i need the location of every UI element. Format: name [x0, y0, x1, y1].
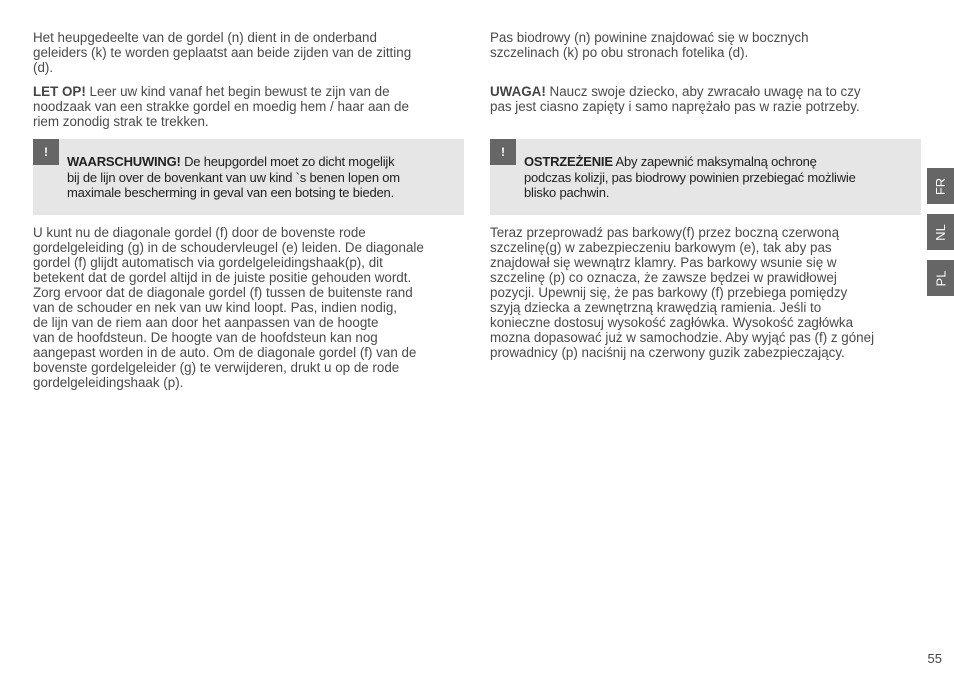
- warning-box: [490, 139, 921, 215]
- intro-paragraph: Pas biodrowy (n) powinine znajdować się w bocznych szczelinach (k) po obu stronach fotelika (d).: [490, 30, 809, 60]
- intro-paragraph: Het heupgedeelte van de gordel (n) dient in de onderband geleiders (k) te worden geplaatst aan beide zijden van de zitting (d).: [33, 30, 412, 75]
- language-tabs: [927, 168, 954, 306]
- note-paragraph: UWAGA! Naucz swoje dziecko, aby zwracało uwagę na to czy pas jest ciasno zapięty i samo naprężało pas w razie potrzeby.: [490, 84, 861, 114]
- warning-icon: !: [490, 139, 516, 165]
- note-label: LET OP!: [33, 84, 86, 99]
- language-tab-fr: FR: [927, 168, 954, 204]
- language-tab-nl: NL: [927, 214, 954, 250]
- body-paragraph: U kunt nu de diagonale gordel (f) door de bovenste rode gordelgeleiding (g) in de schoudervleugel (e) leiden. De diagonale gordel (f) glijdt automatisch via gordelgeleidingshaak(p), dit betekent dat de gordel altijd in de juiste positie gehouden wordt. Zorg ervoor dat de diagonale gordel (f) tussen de buitenste rand van de schouder en nek van uw kind loopt. Pas, indien nodig, de lijn van de riem aan door het aanpassen van de hoogte van de hoofdsteun. De hoogte van de hoofdsteun kan nog aangepast worden in de auto. Om de diagonale gordel (f) van de bovenste gordelgeleider (g) te verwijderen, drukt u op de rode gordelgeleidingshaak (p).: [33, 225, 424, 390]
- warning-label: OSTRZEŻENIE: [524, 154, 613, 169]
- warning-box: [33, 139, 464, 215]
- body-paragraph: Teraz przeprowadź pas barkowy(f) przez boczną czerwoną szczelinę(g) w zabezpieczeniu barkowym (e), tak aby pas znajdował się wewnątrz klamry. Pas barkowy wsunie się w szczelinę (p) co oznacza, że zawsze będzei w prawidłowej pozycji. Upewnij się, że pas barkowy (f) przebiega pomiędzy szyją dziecka a zewnętrzną krawędzią ramienia. Jeśli to konieczne dostosuj wysokość zagłówka. Wysokość zagłówka mozna dopasować już w samochodzie. Aby wyjąć pas (f) z gónej prowadnicy (p) naciśnij na czerwony guzik zabezpieczający.: [490, 225, 875, 360]
- language-tab-pl: PL: [927, 260, 954, 296]
- warning-text: WAARSCHUWING! De heupgordel moet zo dicht mogelijk bij de lijn over de bovenkant van uw kind `s benen lopen om maximale bescherming in geval van een botsing te bieden.: [67, 154, 400, 200]
- warning-label: WAARSCHUWING!: [67, 154, 181, 169]
- note-label: UWAGA!: [490, 84, 546, 99]
- warning-text: OSTRZEŻENIE Aby zapewnić maksymalną ochronę podczas kolizji, pas biodrowy powinien przebiegać możliwie blisko pachwin.: [524, 154, 856, 200]
- page-number: 55: [927, 651, 942, 666]
- note-paragraph: LET OP! Leer uw kind vanaf het begin bewust te zijn van de noodzaak van een strakke gordel en moedig hem / haar aan de riem zonodig strak te trekken.: [33, 84, 409, 129]
- warning-icon: !: [33, 139, 59, 165]
